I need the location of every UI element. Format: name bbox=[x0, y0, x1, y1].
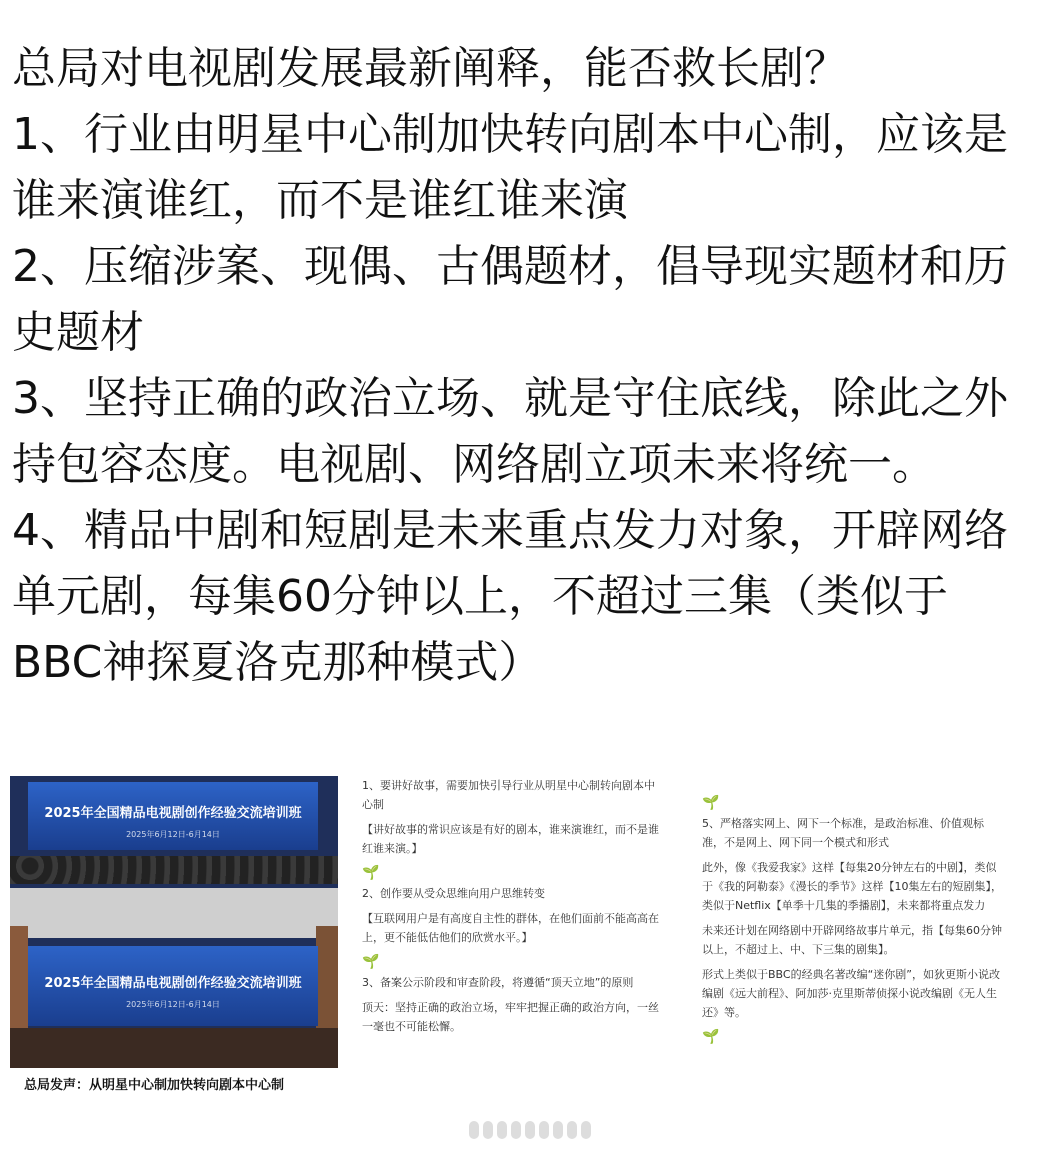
image-gallery[interactable] bbox=[10, 776, 1035, 1106]
text-card-1[interactable] bbox=[362, 776, 662, 1042]
photo-caption: 总局发声：从明星中心制加快转向剧本中心制 bbox=[24, 1078, 285, 1093]
conference-photo[interactable] bbox=[10, 776, 338, 1068]
pager-dot[interactable] bbox=[525, 1121, 535, 1139]
pager-dot[interactable] bbox=[539, 1121, 549, 1139]
sprout-icon: 🌱 bbox=[702, 1029, 720, 1045]
banner-title-bottom: 2025年全国精品电视剧创作经验交流培训班 bbox=[44, 976, 302, 991]
post-point-4: 4、精品中剧和短剧是未来重点发力对象，开辟网络单元剧，每集60分钟以上，不超过三集（类似于BBC神探夏洛克那种模式） bbox=[12, 505, 1008, 688]
card2-paragraph-3: 未来还计划在网络剧中开辟网络故事片单元，指【每集60分钟以上，不超过上、中、下三集的剧集】。 bbox=[702, 924, 1002, 956]
pager-dot[interactable] bbox=[511, 1121, 521, 1139]
card1-point-1-note: 【讲好故事的常识应该是有好的剧本，谁来演谁红，而不是谁红谁来演。】 bbox=[362, 823, 659, 855]
pager-dot[interactable] bbox=[469, 1121, 479, 1139]
card2-paragraph-4: 形式上类似于BBC的经典名著改编“迷你剧”，如狄更斯小说改编剧《远大前程》、阿加莎·克里斯蒂侦探小说改编剧《无人生还》等。 bbox=[702, 968, 1000, 1019]
banner-date-bottom: 2025年6月12日-6月14日 bbox=[126, 1000, 220, 1009]
sprout-icon: 🌱 bbox=[362, 954, 380, 970]
card1-point-2: 2、创作要从受众思维向用户思维转变 bbox=[362, 887, 545, 900]
card1-point-2-note: 【互联网用户是有高度自主性的群体，在他们面前不能高高在上，更不能低估他们的欣赏水平。】 bbox=[362, 912, 659, 944]
banner-title-top: 2025年全国精品电视剧创作经验交流培训班 bbox=[44, 806, 302, 821]
card2-paragraph-2: 此外，像《我爱我家》这样【每集20分钟左右的中剧】，类似于《我的阿勒泰》《漫长的季节》这样【10集左右的短剧集】，类似于Netflix【单季十几集的季播剧】，未来都将重点发力 bbox=[702, 861, 1002, 912]
post-point-1: 1、行业由明星中心制加快转向剧本中心制，应该是谁来演谁红，而不是谁红谁来演 bbox=[12, 109, 1008, 226]
banner-screen-top bbox=[28, 782, 318, 850]
post-point-3: 3、坚持正确的政治立场、就是守住底线，除此之外持包容态度。电视剧、网络剧立项未来将统一。 bbox=[12, 373, 1008, 490]
image-pager[interactable] bbox=[450, 1118, 610, 1142]
pager-dot[interactable] bbox=[497, 1121, 507, 1139]
post-title: 总局对电视剧发展最新阐释，能否救长剧？ bbox=[12, 43, 848, 94]
sprout-icon: 🌱 bbox=[362, 865, 380, 881]
card1-point-3: 3、备案公示阶段和审查阶段，将遵循“顶天立地”的原则 bbox=[362, 976, 634, 989]
card2-point-5: 5、严格落实网上、网下一个标准，是政治标准、价值观标准，不是网上、网下同一个模式和形式 bbox=[702, 817, 984, 849]
audience bbox=[10, 856, 338, 884]
text-card-2[interactable] bbox=[702, 794, 1002, 1048]
pager-dot[interactable] bbox=[553, 1121, 563, 1139]
pager-dot[interactable] bbox=[581, 1121, 591, 1139]
card1-point-3-note: 顶天：坚持正确的政治立场，牢牢把握正确的政治方向，一丝一毫也不可能松懈。 bbox=[362, 1001, 659, 1033]
post-body bbox=[12, 36, 1022, 696]
front-table bbox=[10, 1028, 338, 1068]
post-point-2: 2、压缩涉案、现偶、古偶题材，倡导现实题材和历史题材 bbox=[12, 241, 1008, 358]
sprout-icon: 🌱 bbox=[702, 795, 720, 811]
ceiling bbox=[10, 888, 338, 938]
pager-dot[interactable] bbox=[567, 1121, 577, 1139]
pager-dot[interactable] bbox=[483, 1121, 493, 1139]
banner-date-top: 2025年6月12日-6月14日 bbox=[126, 830, 220, 839]
card1-point-1: 1、要讲好故事，需要加快引导行业从明星中心制转向剧本中心制 bbox=[362, 779, 655, 811]
banner-screen-bottom bbox=[28, 946, 318, 1026]
